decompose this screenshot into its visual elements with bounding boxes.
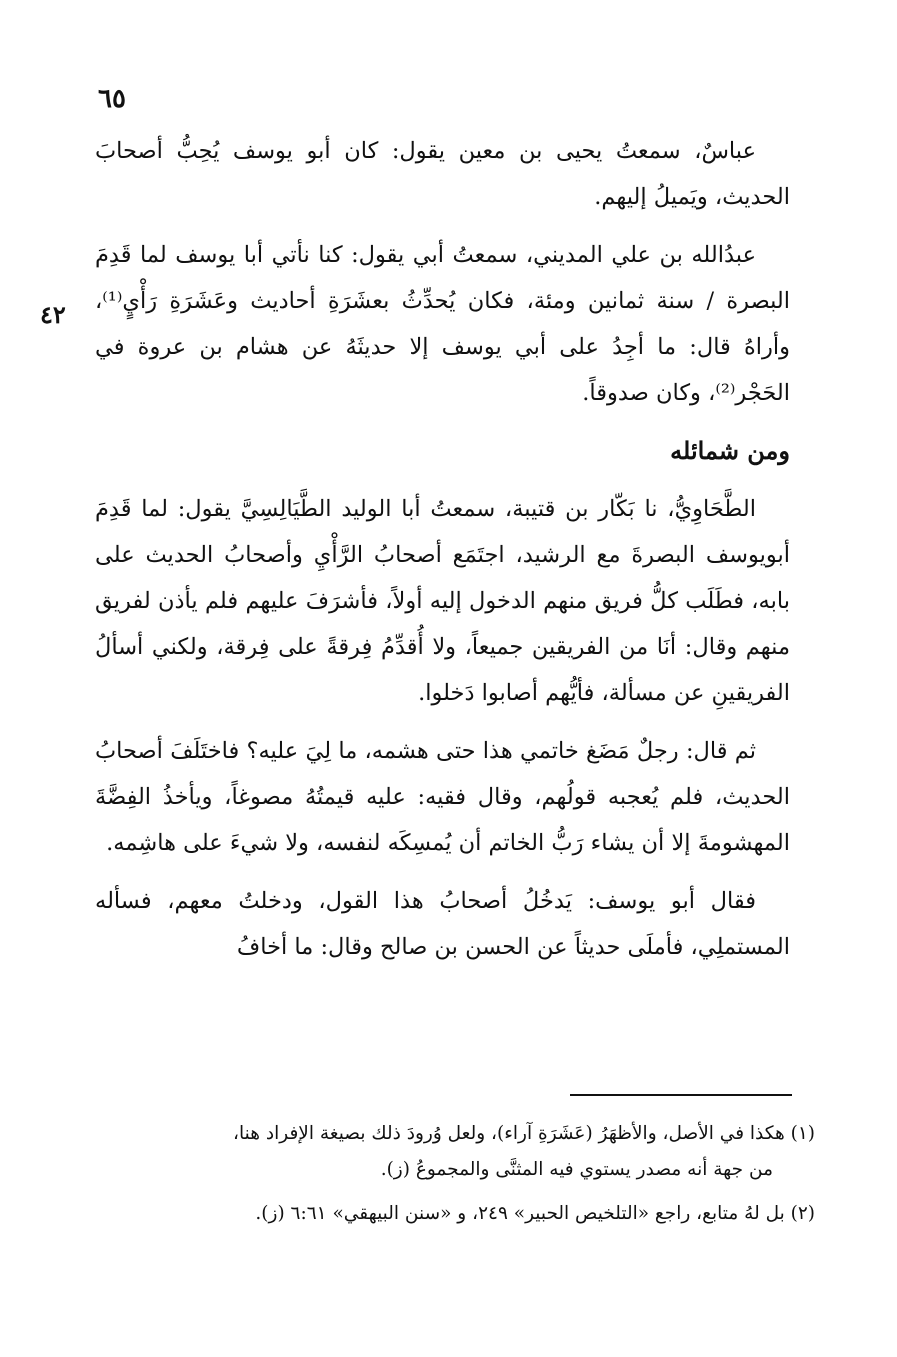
footnote-1-line-2: من جهة أنه مصدر يستوي فيه المثنَّى والمجموعُ (ز). <box>380 1159 773 1180</box>
main-text <box>95 128 790 982</box>
footnote-separator <box>570 1094 792 1096</box>
footnote-2 <box>95 1196 815 1232</box>
footnote-1 <box>95 1116 815 1188</box>
page-number: ٦٥ <box>98 84 126 114</box>
footnotes <box>95 1116 815 1240</box>
paragraph-tahawi: الطَّحَاوِيُّ، نا بَكّار بن قتيبة، سمعتُ أبا الوليد الطَّيَالِسِيَّ يقول: لما قَدِمَ أبويوسف البصرةَ مع الرشيد، اجتَمَع أصحابُ الرَّأْيِ وأصحابُ الحديث على بابه، فطَلَب كلُّ فريق منهم الدخول إليه أولاً، فأشرَفَ عليهم فلم يأذن لفريق منهم وقال: أنَا من الفريقين جميعاً، ولا أُقدِّمُ فِرقةً على فِرقة، ولكني أسألُ الفريقينِ عن مسألة، فأيُّهم أصابوا دَخلوا. <box>95 496 790 706</box>
margin-page-marker: ٤٢ <box>40 300 66 329</box>
paragraph-abbas: عباسٌ، سمعتُ يحيى بن معين يقول: كان أبو يوسف يُحِبُّ أصحابَ الحديث، ويَميلُ إليهم. <box>95 138 790 210</box>
footnote-2-line-1: (٢) بل لهُ متابع، راجع «التلخيص الحبير» ٢٤٩، و «سنن البيهقي» ٦:٦١ (ز). <box>255 1203 815 1224</box>
paragraph-ring-question: ثم قال: رجلٌ مَضَغ خاتمي هذا حتى هشمه، ما لِيَ عليه؟ فاختَلَفَ أصحابُ الحديث، فلم يُعجبه قولُهم، وقال فقيه: عليه قيمتُهُ مصوغاً، ويأخذُ الفِضَّةَ المهشومةَ إلا أن يشاء رَبُّ الخاتم أن يُمسِكَه لنفسه، ولا شيءَ على هاشِمه. <box>95 738 790 856</box>
footnote-1-line-1: (١) هكذا في الأصل، والأظهَرُ (عَشَرَةِ آراء)، ولعل وُرودَ ذلك بصيغة الإفراد هنا، <box>233 1123 815 1144</box>
section-heading: ومن شمائله <box>670 436 790 465</box>
paragraph-abu-yusuf-reply: فقال أبو يوسف: يَدخُلُ أصحابُ هذا القول، ودخلتُ معهم، فسأله المستملِي، فأملَى حديثاً عن الحسن بن صالح وقال: ما أخافُ <box>95 888 790 960</box>
paragraph-abdullah: عبدُالله بن علي المديني، سمعتُ أبي يقول: كنا نأتي أبا يوسف لما قَدِمَ البصرة / سنة ثمانين ومئة، فكان يُحدِّثُ بعشَرَةِ أحاديث وعَشَرَةِ رَأْيٍ⁽¹⁾، وأراهُ قال: ما أجِدُ على أبي يوسف إلا حديثَهُ عن هشام بن عروة في الحَجْر⁽²⁾، وكان صدوقاً. <box>95 242 790 406</box>
